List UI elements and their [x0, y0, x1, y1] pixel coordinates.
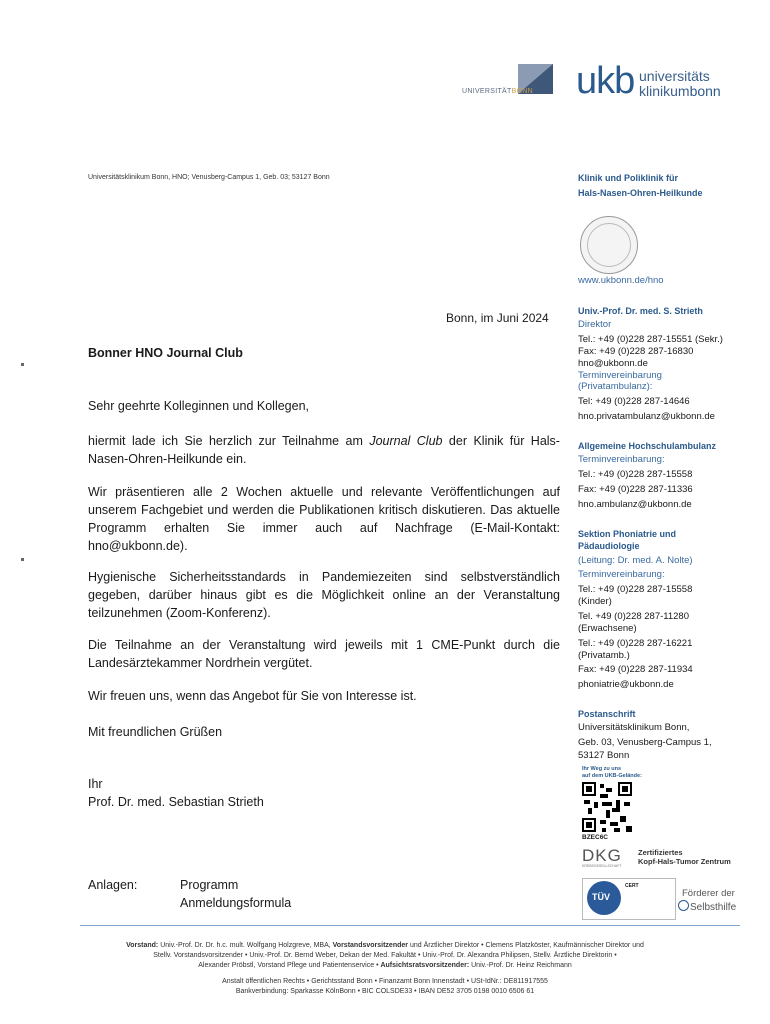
director-appointment-sub: (Privatambulanz):	[578, 381, 653, 392]
postal-line-2: Geb. 03, Venusberg-Campus 1,	[578, 737, 712, 748]
sender-address-line: Universitätsklinikum Bonn, HNO; Venusberg-Campus 1, Geb. 03; 53127 Bonn	[88, 174, 330, 181]
tuv-certification-badge: TÜV CERT	[582, 878, 676, 920]
director-appointment-label: Terminvereinbarung	[578, 370, 662, 381]
phoniatrics-phone-adults: Tel. +49 (0)228 287-11280	[578, 611, 690, 622]
footer-board-line3: Alexander Pröbstl, Vorstand Pflege und Patientenservice • Aufsichtsratsvorsitzender: Univ.-Prof. Dr. Heinz Reichmann	[198, 962, 572, 969]
footer-legal-line: Anstalt öffentlichen Rechts • Gerichtsstand Bonn • Finanzamt Bonn Innenstadt • USt-IdNr.: DE811917555	[222, 978, 548, 985]
postal-heading: Postanschrift	[578, 709, 636, 719]
paragraph-invitation: hiermit lade ich Sie herzlich zur Teilnahme am Journal Club der Klinik für Hals-Nasen-Ohren-Heilkunde ein.	[88, 434, 560, 466]
private-email[interactable]: hno.privatambulanz@ukbonn.de	[578, 411, 715, 422]
director-fax: Fax: +49 (0)228 287-16830	[578, 346, 694, 357]
phoniatrics-lead: (Leitung: Dr. med. A. Nolte)	[578, 555, 693, 566]
clinic-seal-icon	[580, 216, 638, 274]
ukb-logo-mark: ukb	[576, 60, 635, 102]
signature-line-1: Ihr	[88, 777, 103, 791]
self-help-icon	[678, 900, 689, 911]
outpatient-fax: Fax: +49 (0)228 287-11336	[578, 484, 693, 495]
letter-date: Bonn, im Juni 2024	[446, 311, 549, 325]
director-email[interactable]: hno@ukbonn.de	[578, 358, 648, 369]
phoniatrics-heading-2: Pädaudiologie	[578, 541, 640, 551]
phoniatrics-phone-children-note: (Kinder)	[578, 596, 612, 607]
website-link[interactable]: www.ukbonn.de/hno	[578, 275, 664, 286]
postal-line-3: 53127 Bonn	[578, 750, 630, 761]
phoniatrics-phone-private-note: (Privatamb.)	[578, 650, 630, 661]
director-phone: Tel.: +49 (0)228 287-15551 (Sekr.)	[578, 334, 723, 345]
paragraph-hygiene: Hygienische Sicherheitsstandards in Pandemiezeiten sind selbstverständlich gegeben, darüber hinaus gibt es die Möglichkeit online an der Veranstaltung teilzunehmen (Zoom-Konferenz).	[88, 570, 560, 620]
university-bonn-logo	[462, 64, 556, 100]
university-logo-text: UNIVERSITÄTBONN	[462, 88, 534, 95]
attachments-label: Anlagen:	[88, 878, 138, 892]
postal-line-1: Universitätsklinikum Bonn,	[578, 722, 690, 733]
phoniatrics-appointment-label: Terminvereinbarung:	[578, 569, 665, 580]
paragraph-program: Wir präsentieren alle 2 Wochen aktuelle und relevante Veröffentlichungen auf unserem Fachgebiet und werden die Publikationen kritisch diskutieren. Das aktuelle Programm erhalten Sie immer auch auf Nachfrage (E-Mail-Kontakt: hno@ukbonn.de).	[88, 485, 560, 553]
phoniatrics-phone-children: Tel.: +49 (0)228 287-15558	[578, 584, 693, 595]
outpatient-appointment-label: Terminvereinbarung:	[578, 454, 665, 465]
signature-name: Prof. Dr. med. Sebastian Strieth	[88, 795, 264, 809]
ukb-logo-line1: universitäts	[639, 68, 710, 84]
qr-caption: Ihr Weg zu uns auf dem UKB-Gelände:	[582, 766, 642, 779]
self-help-supporter-line2: Selbsthilfe	[678, 900, 736, 913]
closing-greeting: Mit freundlichen Grüßen	[88, 725, 223, 739]
fold-mark	[21, 363, 24, 366]
footer-board-line1: Vorstand: Univ.-Prof. Dr. Dr. h.c. mult. Wolfgang Holzgreve, MBA, Vorstandsvorsitzender und Ärztlicher Direktor • Clemens Platzköster, Kaufmännischer Direktor und	[126, 942, 644, 949]
ukb-logo-line2: klinikumbonn	[639, 83, 721, 99]
footer-bank-line: Bankverbindung: Sparkasse KölnBonn • BIC COLSDE33 • IBAN DE52 3705 0198 0010 6506 61	[235, 988, 535, 995]
director-title: Direktor	[578, 319, 612, 330]
clinic-name-line1: Klinik und Poliklinik für	[578, 173, 679, 183]
fold-mark	[21, 558, 24, 561]
director-name: Univ.-Prof. Dr. med. S. Strieth	[578, 306, 703, 316]
salutation: Sehr geehrte Kolleginnen und Kollegen,	[88, 399, 310, 413]
paragraph-cme: Die Teilnahme an der Veranstaltung wird jeweils mit 1 CME-Punkt durch die Landesärztekammer Nordrhein vergütet.	[88, 638, 560, 670]
outpatient-phone: Tel.: +49 (0)228 287-15558	[578, 469, 693, 480]
attachment-item: Anmeldungsformula	[180, 896, 292, 910]
outpatient-heading: Allgemeine Hochschulambulanz	[578, 441, 717, 451]
footer-board-line2: Stellv. Vorstandsvorsitzender • Univ.-Prof. Dr. Bernd Weber, Dekan der Med. Fakultät • Univ.-Prof. Dr. Alexandra Philipsen, Stellv. Ärztliche Direktorin •	[153, 952, 617, 959]
dkg-certification-logo: DKG KREBSGESELLSCHAFT Zertifiziertes Kopf-Hals-Tumor Zentrum	[582, 846, 731, 868]
qr-code-icon[interactable]	[582, 782, 632, 832]
footer-divider	[80, 925, 740, 926]
paragraph-closing-note: Wir freuen uns, wenn das Angebot für Sie von Interesse ist.	[88, 689, 417, 703]
phoniatrics-phone-adults-note: (Erwachsene)	[578, 623, 637, 634]
phoniatrics-fax: Fax: +49 (0)228 287-11934	[578, 664, 693, 675]
private-phone: Tel: +49 (0)228 287-14646	[578, 396, 690, 407]
qr-code-label: BZEC6C	[582, 834, 609, 841]
ukb-logo	[576, 60, 746, 106]
outpatient-email[interactable]: hno.ambulanz@ukbonn.de	[578, 499, 692, 510]
phoniatrics-phone-private: Tel.: +49 (0)228 287-16221	[578, 638, 693, 649]
letter-subject: Bonner HNO Journal Club	[88, 346, 243, 360]
clinic-name-line2: Hals-Nasen-Ohren-Heilkunde	[578, 188, 703, 198]
attachment-item: Programm	[180, 878, 239, 892]
phoniatrics-email[interactable]: phoniatrie@ukbonn.de	[578, 679, 674, 690]
phoniatrics-heading-1: Sektion Phoniatrie und	[578, 529, 677, 539]
self-help-supporter-line1: Förderer der	[682, 888, 735, 899]
